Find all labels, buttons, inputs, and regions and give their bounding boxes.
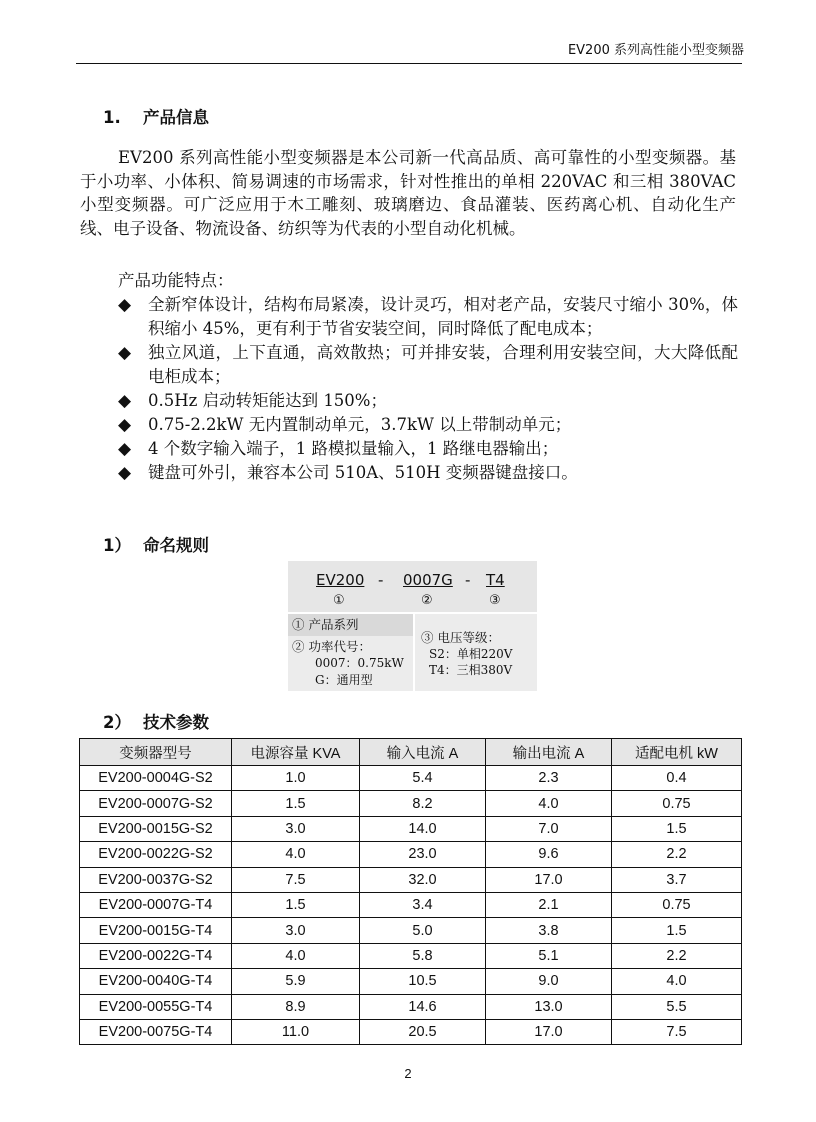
code-separator: - [378,571,384,589]
model-code-example [288,561,537,612]
table-cell: 5.8 [360,943,486,968]
column-header: 输入电流 A [360,739,486,766]
table-cell: 3.0 [232,918,360,943]
table-cell: 10.5 [360,969,486,994]
table-row [80,943,742,968]
table-cell: EV200-0022G-T4 [80,943,232,968]
feature-item [118,461,738,485]
table-cell: EV200-0055G-T4 [80,994,232,1019]
code-series: EV200 [316,571,365,589]
marker-2: ② [421,593,433,608]
feature-text: 4 个数字输入端子，1 路模拟量输入，1 路继电器输出； [148,439,559,458]
header-divider [76,63,742,64]
column-header: 适配电机 kW [612,739,742,766]
feature-item [118,413,738,437]
table-row [80,1019,742,1044]
table-cell: 1.5 [612,918,742,943]
table-cell: 5.4 [360,766,486,791]
table-cell: 17.0 [486,867,612,892]
table-cell: EV200-0007G-S2 [80,791,232,816]
table-cell: EV200-0037G-S2 [80,867,232,892]
section-heading-naming [103,532,209,556]
product-intro [80,146,736,240]
section-number: 1. [103,108,121,127]
table-row [80,791,742,816]
spec-table [79,738,742,1045]
column-header: 变频器型号 [80,739,232,766]
legend-power [292,638,413,689]
legend-voltage [421,630,512,678]
table-cell: 4.0 [612,969,742,994]
section-heading-product-info [103,104,209,128]
code-separator: - [465,571,471,589]
diamond-bullet-icon: ◆ [118,415,132,435]
naming-legend-right [415,614,537,691]
table-cell: 17.0 [486,1019,612,1044]
intro-paragraph: EV200 系列高性能小型变频器是本公司新一代高品质、高可靠性的小型变频器。基于小功率、小体积、简易调速的市场需求，针对性推出的单相 220VAC 和三相 380VAC 小型变频器。可广泛应用于木工雕刻、玻璃磨边、食品灌装、医药离心机、自动化生产线、电子设备、物流设备、纺织等为代表的小型自动化机械。 [80,148,736,238]
code-power: 0007G [403,571,453,589]
feature-item [118,341,738,389]
feature-text: 0.5Hz 启动转矩能达到 150%； [148,391,387,410]
column-header: 电源容量 KVA [232,739,360,766]
page-number: 2 [404,1066,412,1081]
feature-text: 独立风道，上下直通，高效散热；可并排安装，合理利用安装空间，大大降低配电柜成本； [148,343,738,386]
table-cell: 1.5 [232,791,360,816]
table-row [80,766,742,791]
feature-text: 键盘可外引，兼容本公司 510A、510H 变频器键盘接口。 [148,463,578,482]
table-row [80,892,742,917]
code-voltage: T4 [486,571,505,589]
diamond-bullet-icon: ◆ [118,439,132,459]
table-cell: 20.5 [360,1019,486,1044]
table-cell: EV200-0040G-T4 [80,969,232,994]
feature-item [118,437,738,461]
diamond-bullet-icon: ◆ [118,295,132,315]
table-cell: 14.0 [360,816,486,841]
table-cell: 3.0 [232,816,360,841]
table-cell: 3.4 [360,892,486,917]
marker-1: ① [333,593,345,608]
table-cell: 14.6 [360,994,486,1019]
diamond-bullet-icon: ◆ [118,391,132,411]
table-cell: 2.2 [612,943,742,968]
table-cell: 8.9 [232,994,360,1019]
table-cell: 5.0 [360,918,486,943]
legend-series: ① 产品系列 [288,614,413,636]
table-header-row [80,739,742,766]
feature-list [118,293,738,485]
column-header: 输出电流 A [486,739,612,766]
table-cell: EV200-0015G-T4 [80,918,232,943]
table-cell: 4.0 [486,791,612,816]
legend-voltage-line: S2：单相220V [429,647,513,661]
table-cell: 3.8 [486,918,612,943]
table-cell: EV200-0075G-T4 [80,1019,232,1044]
table-cell: 2.1 [486,892,612,917]
table-row [80,969,742,994]
table-row [80,816,742,841]
legend-power-line: G：通用型 [315,673,373,687]
table-cell: 0.75 [612,791,742,816]
table-row [80,918,742,943]
table-cell: 23.0 [360,842,486,867]
table-cell: EV200-0004G-S2 [80,766,232,791]
legend-power-line: 0007：0.75kW [315,656,404,670]
table-cell: 0.75 [612,892,742,917]
feature-item [118,389,738,413]
page-header-title: EV200 系列高性能小型变频器 [567,43,744,58]
table-cell: 4.0 [232,943,360,968]
table-cell: 5.5 [612,994,742,1019]
features-title: 产品功能特点： [118,271,234,290]
section-title: 产品信息 [143,108,209,127]
table-cell: 2.2 [612,842,742,867]
section-heading-specs [103,709,209,733]
table-cell: EV200-0022G-S2 [80,842,232,867]
table-cell: 32.0 [360,867,486,892]
feature-text: 全新窄体设计，结构布局紧凑，设计灵巧，相对老产品，安装尺寸缩小 30%，体积缩小 45%，更有利于节省安装空间，同时降低了配电成本； [148,295,738,338]
table-cell: 7.5 [232,867,360,892]
marker-3: ③ [489,593,501,608]
feature-item [118,293,738,341]
table-cell: 9.6 [486,842,612,867]
legend-voltage-title: ③ 电压等级： [421,630,500,645]
diamond-bullet-icon: ◆ [118,343,132,363]
section-title: 技术参数 [143,713,209,732]
table-cell: 7.5 [612,1019,742,1044]
table-cell: 8.2 [360,791,486,816]
table-cell: EV200-0007G-T4 [80,892,232,917]
table-cell: 1.5 [232,892,360,917]
section-title: 命名规则 [143,536,209,555]
table-cell: 2.3 [486,766,612,791]
table-row [80,994,742,1019]
table-cell: 9.0 [486,969,612,994]
feature-text: 0.75-2.2kW 无内置制动单元，3.7kW 以上带制动单元； [148,415,572,434]
table-cell: 0.4 [612,766,742,791]
table-cell: 13.0 [486,994,612,1019]
table-cell: 5.1 [486,943,612,968]
section-number: 2） [103,713,131,732]
naming-legend-left [288,614,413,691]
table-cell: 3.7 [612,867,742,892]
table-cell: EV200-0015G-S2 [80,816,232,841]
table-row [80,867,742,892]
table-cell: 1.0 [232,766,360,791]
legend-voltage-line: T4：三相380V [429,663,513,677]
legend-power-title: ② 功率代号： [292,639,371,654]
table-cell: 4.0 [232,842,360,867]
table-body [80,766,742,1045]
table-cell: 7.0 [486,816,612,841]
table-cell: 11.0 [232,1019,360,1044]
section-number: 1） [103,536,131,555]
table-cell: 5.9 [232,969,360,994]
diamond-bullet-icon: ◆ [118,463,132,483]
naming-diagram [288,561,537,691]
table-cell: 1.5 [612,816,742,841]
table-row [80,842,742,867]
